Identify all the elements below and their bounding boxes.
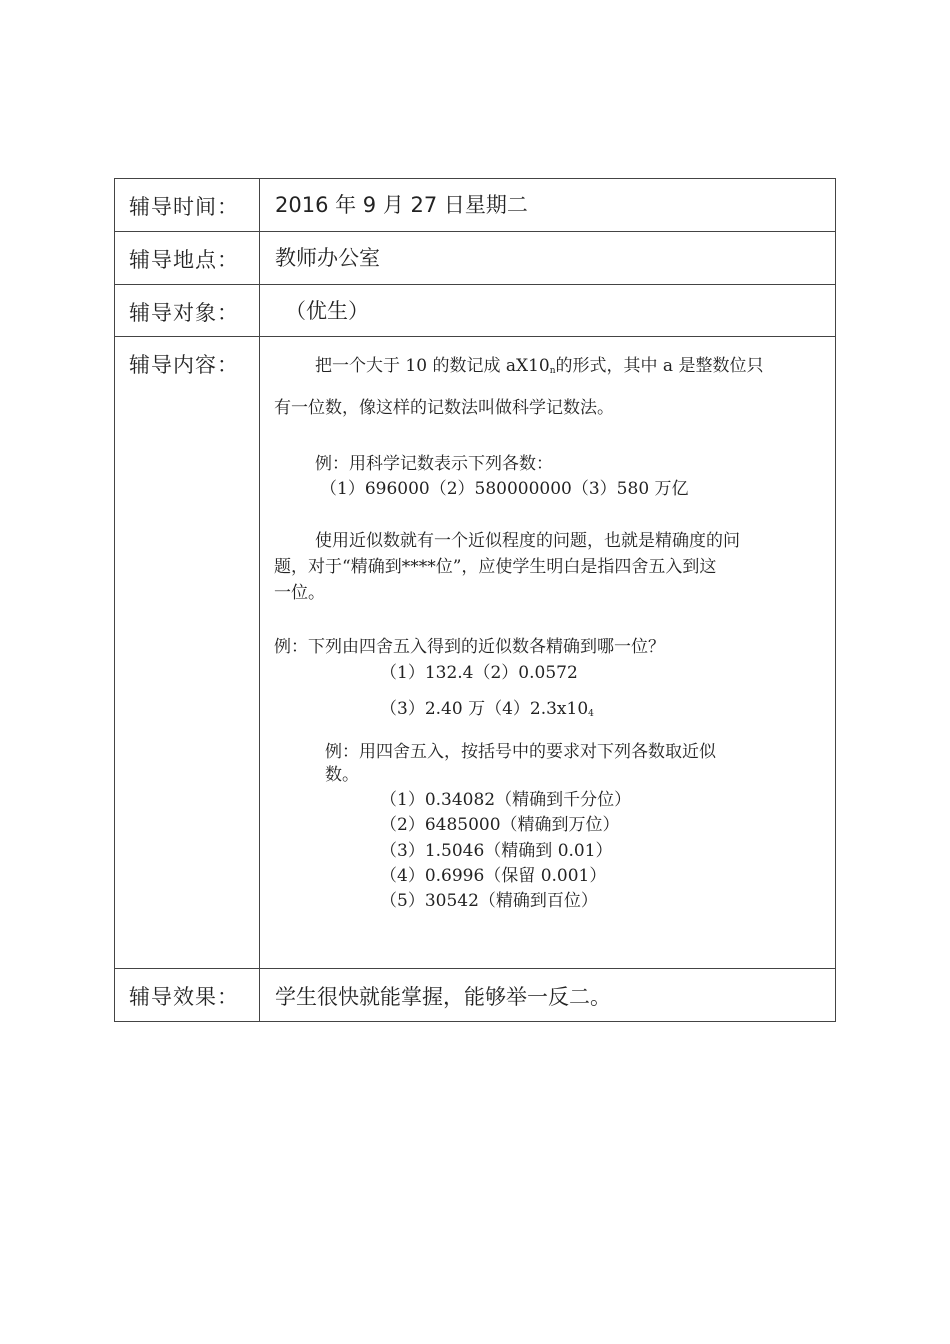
example3-item: （5）30542（精确到百位） <box>380 891 598 911</box>
example3-title-line1: 例：用四舍五入，按括号中的要求对下列各数取近似 <box>325 742 716 762</box>
example3-title-line2: 数。 <box>325 765 359 785</box>
example1-items: （1）696000（2）580000000（3）580 万亿 <box>320 479 689 499</box>
target-value: （优生） <box>260 285 836 337</box>
time-label: 辅导时间： <box>115 179 260 232</box>
p2-line2: 题，对于“精确到****位”，应使学生明白是指四舍五入到这 <box>274 557 717 577</box>
effect-value: 学生很快就能掌握，能够举一反二。 <box>260 969 836 1022</box>
example3-item: （3）1.5046（精确到 0.01） <box>380 841 613 861</box>
example3-item: （4）0.6996（保留 0.001） <box>380 866 607 886</box>
place-value: 教师办公室 <box>260 232 836 285</box>
time-value: 2016 年 9 月 27 日星期二 <box>260 179 836 232</box>
p1-subscript: n <box>549 366 556 376</box>
p2-line1: 使用近似数就有一个近似程度的问题，也就是精确度的问 <box>315 531 740 551</box>
p1-line1: 把一个大于 10 的数记成 $aX10_n$的形式，其中 a 是整数位只 <box>315 356 764 376</box>
example3-item: （2）6485000（精确到万位） <box>380 815 620 835</box>
target-label: 辅导对象： <box>115 285 260 337</box>
row-target <box>115 285 836 337</box>
example1-title: 例：用科学记数表示下列各数： <box>315 454 553 474</box>
example2-title: 例：下列由四舍五入得到的近似数各精确到哪一位？ <box>274 637 665 657</box>
example2-subscript: 4 <box>588 709 594 719</box>
row-content <box>115 337 836 969</box>
example3-item: （1）0.34082（精确到千分位） <box>380 790 632 810</box>
example2-items1: （1）132.4（2）0.0572 <box>380 663 578 683</box>
row-effect <box>115 969 836 1022</box>
effect-label: 辅导效果： <box>115 969 260 1022</box>
content-cell <box>260 337 836 969</box>
content-label: 辅导内容： <box>115 337 260 969</box>
example2-items2: （3）2.40 万$(4)2.3x10_4$ <box>380 699 594 719</box>
p2-line3: 一位。 <box>274 583 325 603</box>
tutoring-record-table <box>114 178 836 1022</box>
place-label: 辅导地点： <box>115 232 260 285</box>
row-place <box>115 232 836 285</box>
p1-line2: 有一位数，像这样的记数法叫做科学记数法。 <box>274 398 614 418</box>
row-time <box>115 179 836 232</box>
